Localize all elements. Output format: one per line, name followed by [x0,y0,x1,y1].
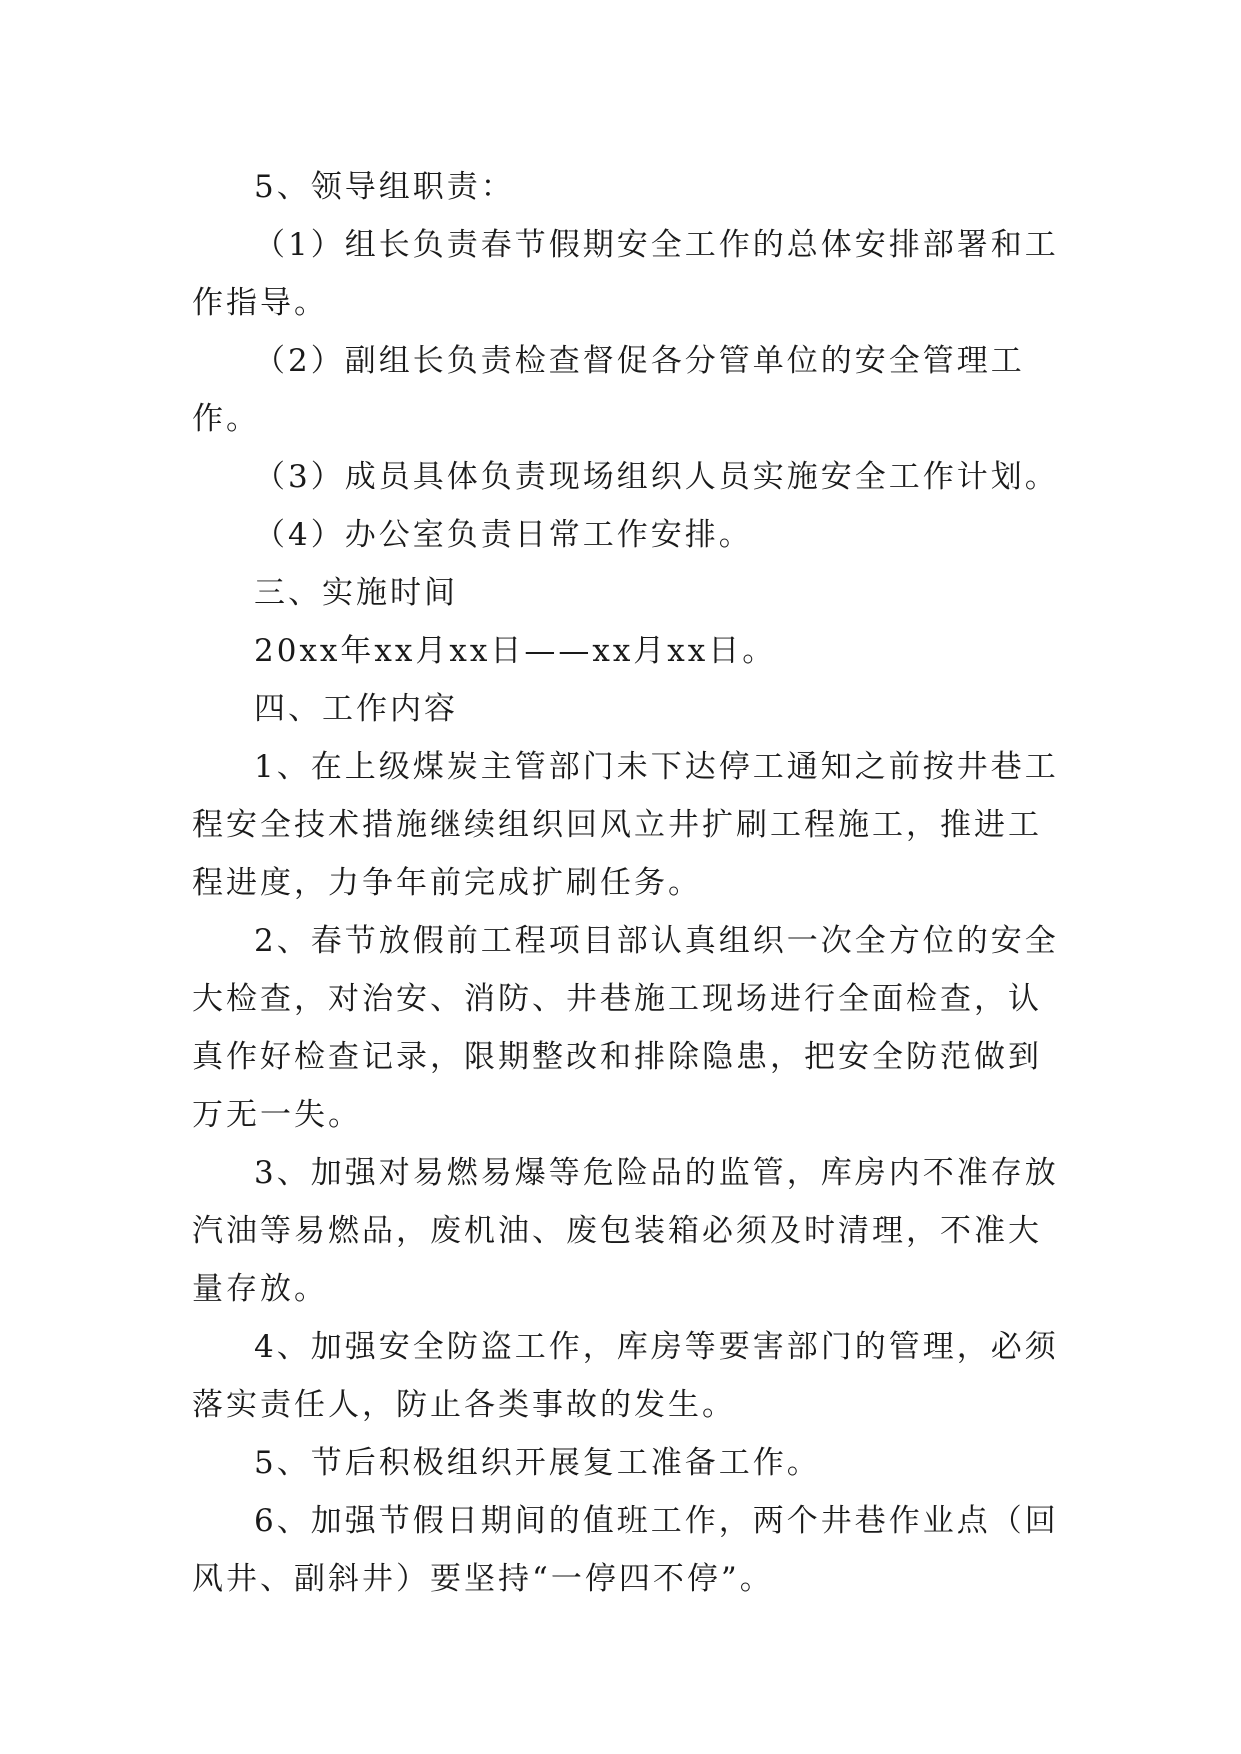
paragraph-schedule-dates: 20xx年xx月xx日——xx月xx日。 [254,633,777,669]
paragraph-leader-duties-heading: 5、领导组职责： [254,169,515,205]
paragraph-duty-4: （4）办公室负责日常工作安排。 [254,517,753,553]
section-heading-work-content: 四、工作内容 [254,691,458,727]
paragraph-work-item-2: 2、春节放假前工程项目部认真组织一次全方位的安全大检查，对治安、消防、井巷施工现场进行全面检查，认真作好检查记录，限期整改和排除隐患，把安全防范做到万无一失。 [192,923,1059,1133]
paragraph-work-item-3: 3、加强对易燃易爆等危险品的监管，库房内不准存放汽油等易燃品，废机油、废包装箱必须及时清理，不准大量存放。 [192,1155,1059,1307]
document-body [192,158,1072,1608]
paragraph-work-item-5: 5、节后积极组织开展复工准备工作。 [254,1445,821,1481]
section-heading-schedule: 三、实施时间 [254,575,458,611]
paragraph-duty-3: （3）成员具体负责现场组织人员实施安全工作计划。 [254,459,1059,495]
paragraph-work-item-6: 6、加强节假日期间的值班工作，两个井巷作业点（回风井、副斜井）要坚持“一停四不停”。 [192,1503,1059,1597]
paragraph-work-item-4: 4、加强安全防盗工作，库房等要害部门的管理，必须落实责任人，防止各类事故的发生。 [192,1329,1059,1423]
paragraph-work-item-1: 1、在上级煤炭主管部门未下达停工通知之前按井巷工程安全技术措施继续组织回风立井扩刷工程施工，推进工程进度，力争年前完成扩刷任务。 [192,749,1059,901]
paragraph-duty-1: （1）组长负责春节假期安全工作的总体安排部署和工作指导。 [192,227,1059,321]
paragraph-duty-2: （2）副组长负责检查督促各分管单位的安全管理工作。 [192,343,1025,437]
